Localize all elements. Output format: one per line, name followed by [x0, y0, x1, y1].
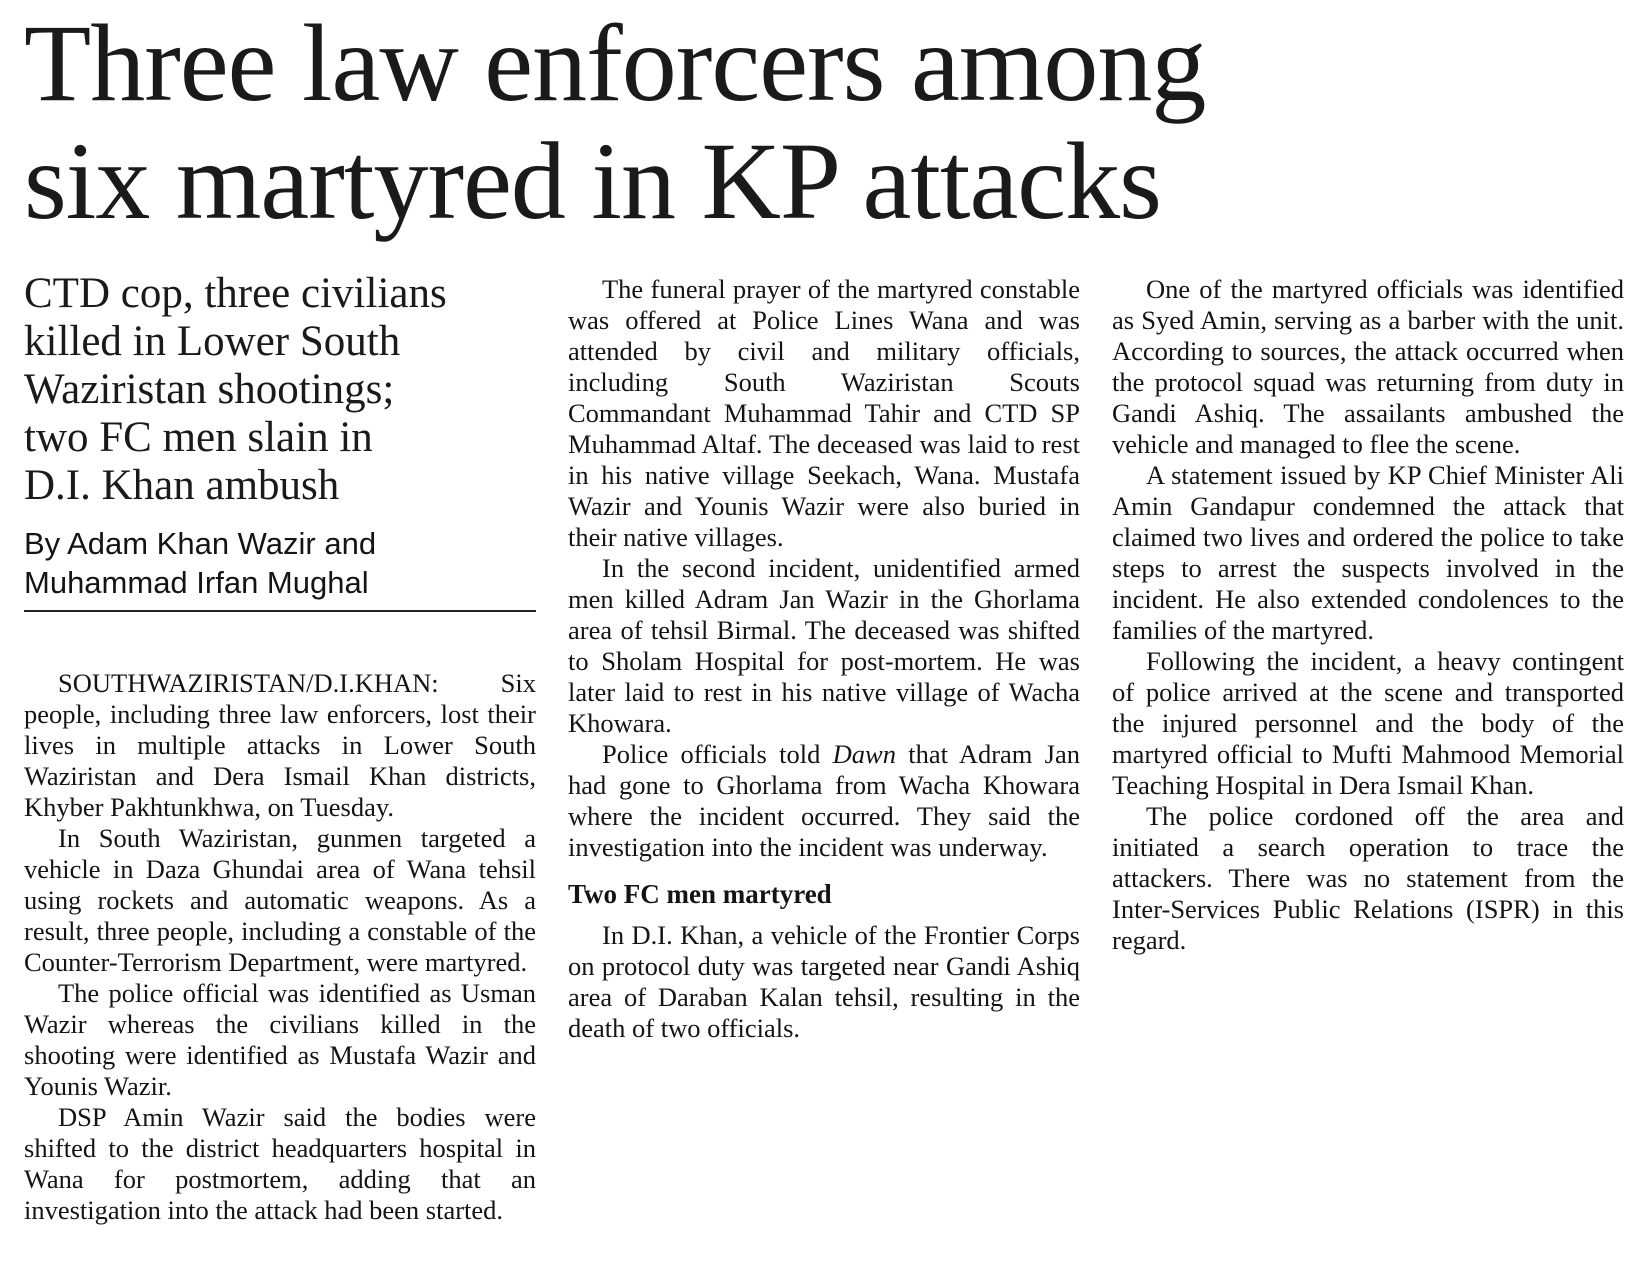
subhead: Two FC men martyred — [568, 879, 832, 909]
body-paragraph-7-a: Police officials told — [602, 739, 833, 769]
publication-name: Dawn — [832, 739, 896, 769]
body-paragraph-9: One of the martyred officials was identified as Syed Amin, serving as a barber with the unit. According to sources, the attack occurred when the protocol squad was returning from duty in Gandi Ashiq. The assailants ambushed the vehicle and managed to flee the scene. — [1112, 274, 1624, 459]
column-2 — [568, 274, 1080, 1044]
deck-line-1: CTD cop, three civilians — [24, 270, 447, 317]
deck-line-3: Waziristan shootings; — [24, 366, 395, 413]
body-paragraph-6: In the second incident, unidentified armed men killed Adram Jan Wazir in the Ghorlama area of tehsil Birmal. The deceased was shifted to Sholam Hospital for post-mortem. He was later laid to rest in his native village of Wacha Khowara. — [568, 553, 1080, 738]
body-paragraph-1 — [24, 668, 536, 823]
body-paragraph-7-b: that Adram Jan had gone to Ghorlama from Wacha Khowara where the incident occurred. They said the investigation into the incident was underway. — [568, 739, 1081, 862]
headline-line-2: six martyred in KP attacks — [24, 120, 1161, 242]
body-paragraph-12: The police cordoned off the area and initiated a search operation to trace the attackers. There was no statement from the Inter-Services Public Relations (ISPR) in this regard. — [1112, 801, 1624, 955]
deck-line-5: D.I. Khan ambush — [24, 462, 340, 509]
body-paragraph-11: Following the incident, a heavy contingent of police arrived at the scene and transported the injured personnel and the body of the martyred official to Mufti Mahmood Memorial Teaching Hospital in Dera Ismail Khan. — [1112, 646, 1624, 800]
body-paragraph-7 — [568, 739, 1080, 863]
body-paragraph-10: A statement issued by KP Chief Minister Ali Amin Gandapur condemned the attack that claimed two lives and ordered the police to take steps to arrest the suspects involved in the incident. He also extended condolences to the families of the martyred. — [1112, 460, 1624, 645]
body-paragraph-4: DSP Amin Wazir said the bodies were shifted to the district headquarters hospital in Wana for postmortem, adding that an investigation into the attack had been started. — [24, 1102, 536, 1225]
byline-line-1: By Adam Khan Wazir and — [24, 526, 377, 561]
headline — [24, 4, 1624, 240]
dateline: SOUTHWAZIRISTAN/D.I.KHAN: — [58, 668, 439, 698]
deck-line-2: killed in Lower South — [24, 318, 401, 365]
column-1 — [24, 270, 536, 1226]
headline-line-1: Three law enforcers among — [24, 2, 1206, 124]
byline — [24, 524, 536, 612]
body-paragraph-1-text: Six people, including three law enforcers, lost their lives in multiple attacks in Lower South Waziristan and Dera Ismail Khan districts, Khyber Pakhtunkhwa, on Tuesday. — [24, 668, 536, 822]
deck-line-4: two FC men slain in — [24, 414, 373, 461]
body-paragraph-5: The funeral prayer of the martyred constable was offered at Police Lines Wana and was attended by civil and military officials, including South Waziristan Scouts Commandant Muhammad Tahir and CTD SP Muhammad Altaf. The deceased was laid to rest in his native village Seekach, Wana. Mustafa Wazir and Younis Wazir were also buried in their native villages. — [568, 274, 1080, 552]
column-3 — [1112, 274, 1624, 956]
body-paragraph-2: In South Waziristan, gunmen targeted a vehicle in Daza Ghundai area of Wana tehsil using rockets and automatic weapons. As a result, three people, including a constable of the Counter-Terrorism Department, were martyred. — [24, 823, 536, 977]
body-paragraph-8: In D.I. Khan, a vehicle of the Frontier Corps on protocol duty was targeted near Gandi Ashiq area of Daraban Kalan tehsil, resulting in the death of two officials. — [568, 920, 1080, 1043]
deck — [24, 270, 536, 510]
body-paragraph-3: The police official was identified as Usman Wazir whereas the civilians killed in the shooting were identified as Mustafa Wazir and Younis Wazir. — [24, 978, 536, 1101]
byline-line-2: Muhammad Irfan Mughal — [24, 565, 369, 600]
